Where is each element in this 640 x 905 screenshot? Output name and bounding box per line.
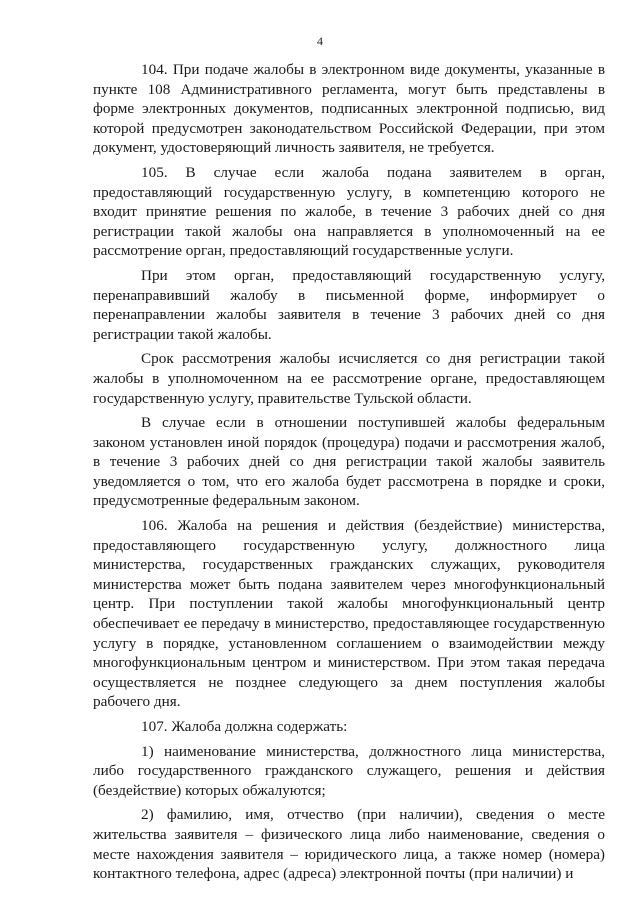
paragraph-106: 106. Жалоба на решения и действия (бездействие) министерства, предоставляющего государственную услугу, должностного лица министерства, государственных гражданских служащих, руководителя министерства может быть подана заявителем через многофункциональный центр. При поступлении такой жалобы многофункциональный центр обеспечивает ее передачу в министерство, предоставляющее государственную услугу в порядке, установленном соглашением о взаимодействии между многофункциональным центром и министерством. При этом такая передача осуществляется не позднее следующего за днем поступления жалобы рабочего дня. (93, 517, 605, 711)
paragraph-107: 107. Жалоба должна содержать: (141, 718, 348, 735)
page-number: 4 (317, 34, 323, 48)
paragraph-105: 105. В случае если жалоба подана заявителем в орган, предоставляющий государственную услугу, в компетенцию которого не входит принятие решения по жалобе, в течение 3 рабочих дней со дня регистрации такой жалобы она направляется в уполномоченный на ее рассмотрение орган, предоставляющий государственные услуги. (93, 163, 605, 260)
paragraph-review-term: Срок рассмотрения жалобы исчисляется со дня регистрации такой жалобы в уполномоченном на ее рассмотрение органе, предоставляющем государственную услугу, правительстве Тульской области. (93, 350, 605, 407)
paragraph-federal-law: В случае если в отношении поступившей жалобы федеральным законом установлен иной порядок (процедура) подачи и рассмотрения жалоб, в течение 3 рабочих дней со дня регистрации такой жалобы заявитель уведомляется о том, что его жалоба будет рассмотрена в порядке и сроки, предусмотренные федеральным законом. (93, 414, 605, 510)
paragraph-104: 104. При подаче жалобы в электронном виде документы, указанные в пункте 108 Административного регламента, могут быть представлены в форме электронных документов, подписанных электронной подписью, вид которой предусмотрен законодательством Российской Федерации, при этом документ, удостоверяющий личность заявителя, не требуется. (93, 61, 605, 157)
document-body (93, 60, 605, 889)
paragraph-107-item-2: 2) фамилию, имя, отчество (при наличии), сведения о месте жительства заявителя – физического лица либо наименование, сведения о месте нахождения заявителя – юридического лица, а также номер (номера) контактного телефона, адрес (адреса) электронной почты (при наличии) и (93, 806, 605, 883)
paragraph-107-item-1: 1) наименование министерства, должностного лица министерства, либо государственного гражданского служащего, решения и действия (бездействие) которых обжалуются; (93, 742, 605, 799)
paragraph-redirect: При этом орган, предоставляющий государственную услугу, перенаправивший жалобу в письменной форме, информирует о перенаправлении жалобы заявителя в течение 3 рабочих дней со дня регистрации такой жалобы. (93, 266, 605, 343)
